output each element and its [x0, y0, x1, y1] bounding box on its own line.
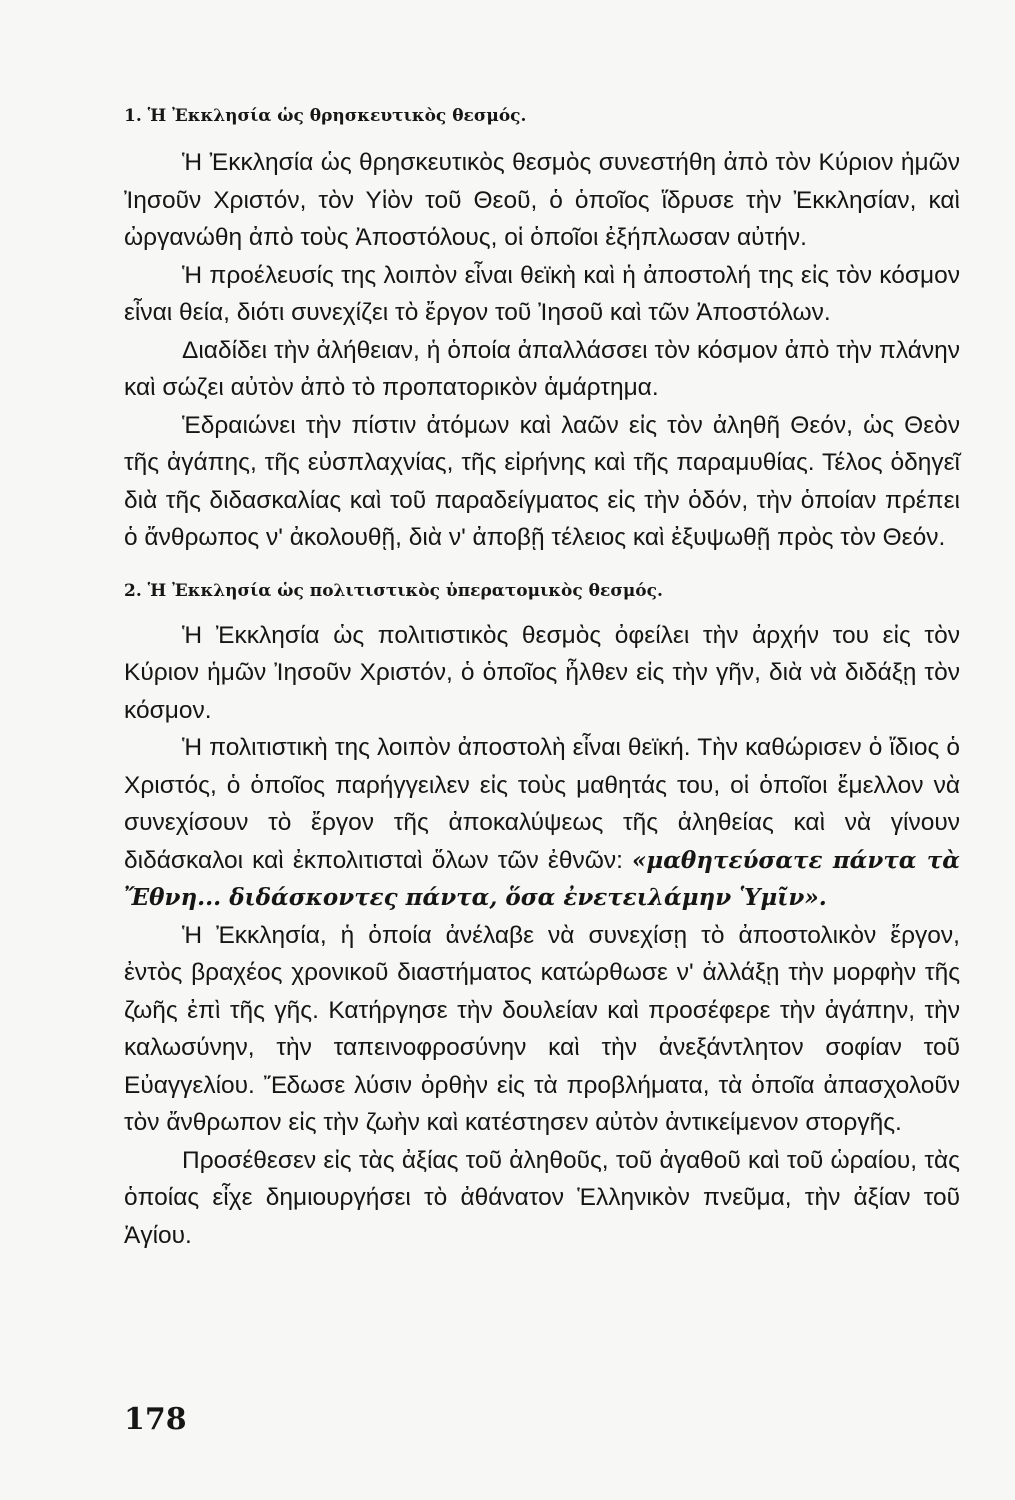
section-1-paragraph-1: Ἡ Ἐκκλησία ὡς θρησκευτικὸς θεσμὸς συνεστήθη ἀπὸ τὸν Κύριον ἡμῶν Ἰησοῦν Χριστόν, τὸν Υἱὸν τοῦ Θεοῦ, ὁ ὁποῖος ἵδρυσε τὴν Ἐκκλησίαν, καὶ ὠργανώθη ἀπὸ τοὺς Ἀποστόλους, οἱ ὁποῖοι ἐξήπλωσαν αὐτήν.	[124, 149, 960, 251]
section-2-paragraph-2	[124, 729, 960, 917]
section-1-paragraph-2: Ἡ προέλευσίς της λοιπὸν εἶναι θεϊκὴ καὶ ἡ ἀποστολή της εἰς τὸν κόσμον εἶναι θεία, διότι συνεχίζει τὸ ἔργον τοῦ Ἰησοῦ καὶ τῶν Ἀποστόλων.	[124, 261, 960, 326]
section-2-paragraph-4: Προσέθεσεν εἰς τὰς ἀξίας τοῦ ἀληθοῦς, τοῦ ἀγαθοῦ καὶ τοῦ ὡραίου, τὰς ὁποίας εἶχε δημιουργήσει τὸ ἀθάνατον Ἑλληνικὸν πνεῦμα, τὴν ἀξίαν τοῦ Ἁγίου.	[124, 1146, 960, 1249]
gospel-quote: «μαθητεύσατε πάντα τὰ Ἔθνη... διδάσκοντες πάντα, ὅσα ἐνετειλάμην Ὑμῖν».	[124, 846, 960, 911]
section-1-paragraph-3: Διαδίδει τὴν ἀλήθειαν, ἡ ὁποία ἀπαλλάσσει τὸν κόσμον ἀπὸ τὴν πλάνην καὶ σώζει αὐτὸν ἀπὸ τὸ προπατορικὸν ἁμάρτημα.	[124, 336, 960, 401]
section-1-heading: 1. Ἡ Ἐκκλησία ὡς θρησκευτικὸς θεσμός.	[124, 106, 527, 126]
section-2-paragraph-2-text: Ἡ πολιτιστικὴ της λοιπὸν ἀποστολὴ εἶναι θεϊκή. Τὴν καθώρισεν ὁ ἴδιος ὁ Χριστός, ὁ ὁποῖος παρήγγειλεν εἰς τοὺς μαθητάς του, οἱ ὁποῖοι ἔμελλον νὰ συνεχίσουν τὸ ἔργον τῆς ἀποκαλύψεως τῆς ἀληθείας καὶ νὰ γίνουν διδάσκαλοι καὶ ἐκπολιτισταὶ ὅλων τῶν ἐθνῶν:	[124, 734, 960, 874]
section-2-paragraph-3: Ἡ Ἐκκλησία, ἡ ὁποία ἀνέλαβε νὰ συνεχίσῃ τὸ ἀποστολικὸν ἔργον, ἐντὸς βραχέος χρονικοῦ διαστήματος κατώρθωσε ν' ἀλλάξῃ τὴν μορφὴν τῆς ζωῆς ἐπὶ τῆς γῆς. Κατήργησε τὴν δουλείαν καὶ προσέφερε τὴν ἀγάπην, τὴν καλωσύνην, τὴν ταπεινοφροσύνην καὶ τὴν ἀνεξάντλητον σοφίαν τοῦ Εὐαγγελίου. Ἔδωσε λύσιν ὀρθὴν εἰς τὰ προβλήματα, τὰ ὁποῖα ἀπασχολοῦν τὸν ἄνθρωπον εἰς τὴν ζωὴν καὶ κατέστησεν αὐτὸν ἀντικείμενον στοργῆς.	[124, 921, 960, 1136]
page-body	[124, 106, 960, 1254]
page-number: 178	[124, 1402, 187, 1437]
section-1-paragraph-4: Ἑδραιώνει τὴν πίστιν ἀτόμων καὶ λαῶν εἰς τὸν ἀληθῆ Θεόν, ὡς Θεὸν τῆς ἀγάπης, τῆς εὐσπλαχνίας, τῆς εἰρήνης καὶ τῆς παραμυθίας. Τέλος ὁδηγεῖ διὰ τῆς διδασκαλίας καὶ τοῦ παραδείγματος εἰς τὴν ὁδόν, τὴν ὁποίαν πρέπει ὁ ἄνθρωπος ν' ἀκολουθῇ, διὰ ν' ἀποβῇ τέλειος καὶ ἐξυψωθῇ πρὸς τὸν Θεόν.	[124, 411, 960, 551]
section-2-paragraph-1: Ἡ Ἐκκλησία ὡς πολιτιστικὸς θεσμὸς ὀφείλει τὴν ἀρχήν του εἰς τὸν Κύριον ἡμῶν Ἰησοῦν Χριστόν, ὁ ὁποῖος ἦλθεν εἰς τὴν γῆν, διὰ νὰ διδάξῃ τὸν κόσμον.	[124, 621, 960, 724]
section-2-heading: 2. Ἡ Ἐκκλησία ὡς πολιτιστικὸς ὑπερατομικὸς θεσμός.	[124, 580, 663, 601]
